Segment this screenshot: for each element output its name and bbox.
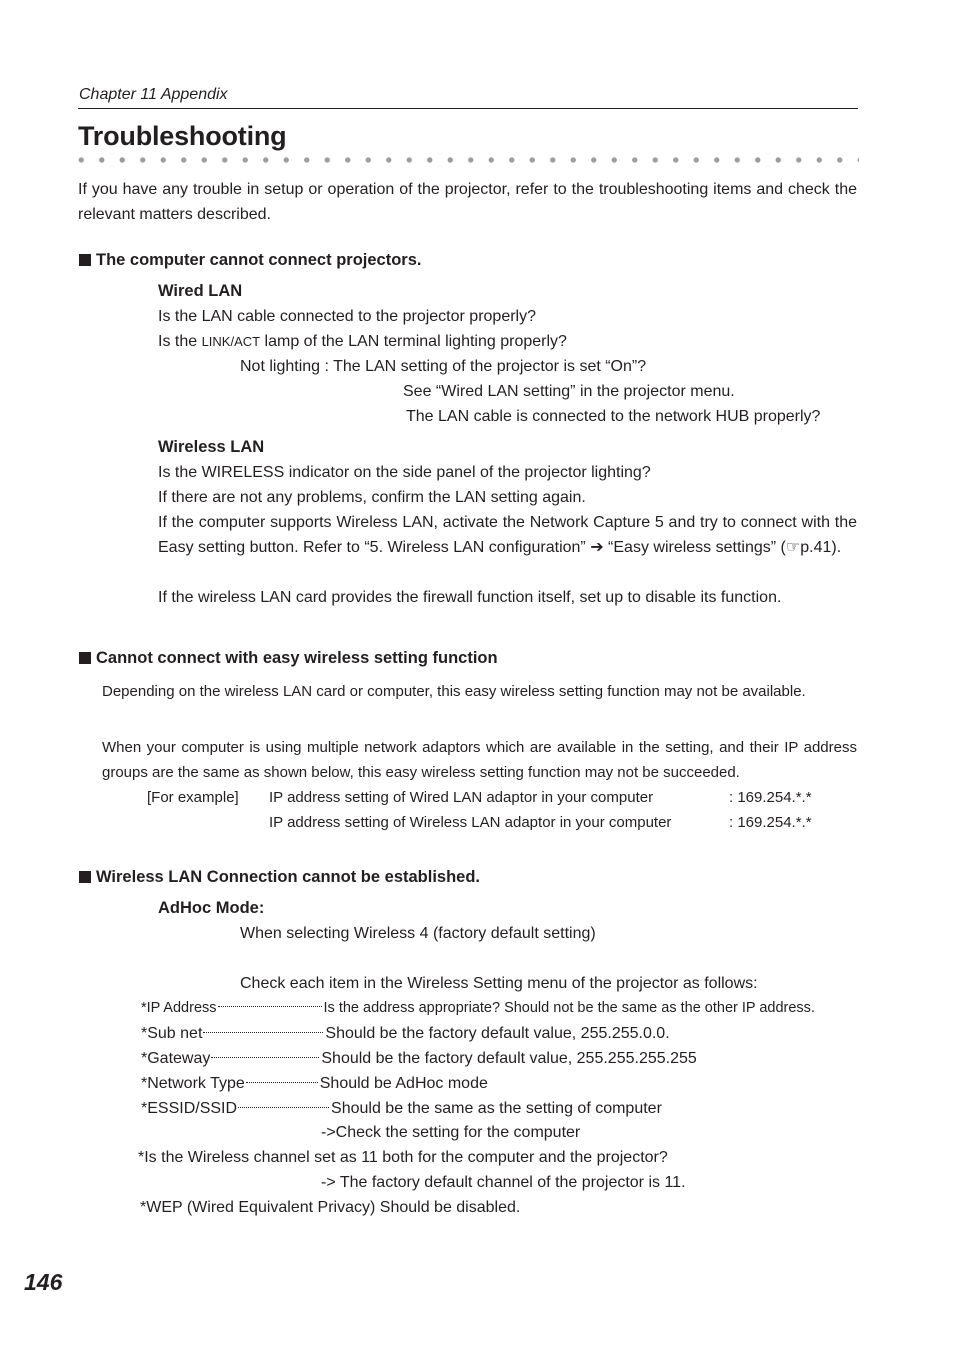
- section-heading-text: Cannot connect with easy wireless setting function: [96, 649, 498, 667]
- header-rule: [78, 108, 858, 109]
- page-reference-text: p.41).: [800, 539, 842, 556]
- page-title: Troubleshooting: [78, 121, 287, 151]
- square-bullet-icon: [79, 871, 91, 883]
- page-reference-icon: ☞: [785, 539, 801, 556]
- easy-wireless-para-1: Depending on the wireless LAN card or computer, this easy wireless setting function may not be available.: [102, 683, 806, 700]
- adhoc-check-line: Check each item in the Wireless Setting menu of the projector as follows:: [240, 975, 758, 992]
- wireless-line-confirm: If there are not any problems, confirm the LAN setting again.: [158, 489, 586, 506]
- wireless-lan-title: Wireless LAN: [158, 438, 265, 456]
- check-item-value: Should be AdHoc mode: [319, 1075, 488, 1092]
- check-item-value: Should be the same as the setting of computer: [331, 1100, 662, 1117]
- dot-leader: [218, 1006, 322, 1007]
- example-wired-text: IP address setting of Wired LAN adaptor in your computer: [269, 789, 654, 806]
- title-dot-divider: [78, 156, 859, 164]
- check-item-label: *ESSID/SSID: [141, 1100, 238, 1117]
- check-computer-line: ->Check the setting for the computer: [321, 1124, 581, 1141]
- dot-leader: [238, 1107, 329, 1108]
- check-item-label: *Gateway: [141, 1050, 211, 1067]
- section-heading-easy-wireless: [79, 646, 498, 671]
- check-item-essid: [141, 1096, 662, 1121]
- example-wireless-value: : 169.254.*.*: [729, 814, 812, 831]
- check-item-label: *IP Address: [141, 1000, 217, 1016]
- check-item-sub-net: [141, 1021, 670, 1046]
- dot-leader: [211, 1057, 319, 1058]
- lamp-line-prefix: Is the: [158, 333, 202, 350]
- wired-line-not-lighting: Not lighting : The LAN setting of the projector is set “On”?: [240, 358, 647, 375]
- check-item-value: Should be the factory default value, 255.255.0.0.: [325, 1025, 670, 1042]
- page-number: 146: [24, 1269, 63, 1295]
- wireless-line-firewall: If the wireless LAN card provides the firewall function itself, set up to disable its function.: [158, 589, 782, 606]
- channel-answer: -> The factory default channel of the projector is 11.: [321, 1174, 686, 1191]
- example-wireless-text: IP address setting of Wireless LAN adaptor in your computer: [269, 814, 672, 831]
- wired-line-cable: Is the LAN cable connected to the projector properly?: [158, 308, 536, 325]
- link-act-label: LINK/ACT: [201, 334, 261, 349]
- adhoc-mode-title: AdHoc Mode:: [158, 899, 265, 917]
- square-bullet-icon: [79, 254, 91, 266]
- example-label: [For example]: [147, 789, 239, 806]
- easy-wireless-para-2: When your computer is using multiple network adaptors which are available in the setting, and their IP address groups are the same as shown below, this easy wireless setting function may not be succeeded.: [102, 739, 857, 781]
- easy-setting-text: If the computer supports Wireless LAN, activate the Network Capture 5 and try to connect with the Easy setting button. Refer to “5. Wireless LAN configuration” ➔ “Easy wireless settings” (: [158, 514, 857, 556]
- check-item-value: Is the address appropriate? Should not be the same as the other IP address.: [323, 1000, 815, 1016]
- section-heading-text: Wireless LAN Connection cannot be established.: [96, 868, 481, 886]
- section-heading-wireless-connection: [79, 865, 480, 890]
- adhoc-when-line: When selecting Wireless 4 (factory default setting): [240, 925, 596, 942]
- wep-line: *WEP (Wired Equivalent Privacy) Should be disabled.: [140, 1199, 521, 1216]
- check-item-network-type: [141, 1071, 488, 1096]
- wired-line-hub: The LAN cable is connected to the network HUB properly?: [406, 408, 821, 425]
- check-item-ip-address: [141, 996, 815, 1021]
- wired-lan-title: Wired LAN: [158, 282, 243, 300]
- wired-line-lamp: [158, 329, 567, 354]
- wireless-line-indicator: Is the WIRELESS indicator on the side panel of the projector lighting?: [158, 464, 651, 481]
- section-heading-connect: [79, 248, 421, 273]
- check-item-label: *Sub net: [141, 1025, 203, 1042]
- lamp-line-suffix: lamp of the LAN terminal lighting properly?: [260, 333, 567, 350]
- wired-line-see-setting: See “Wired LAN setting” in the projector menu.: [403, 383, 735, 400]
- wireless-para-easy-setting: [158, 510, 857, 560]
- intro-paragraph: If you have any trouble in setup or operation of the projector, refer to the troubleshooting items and check the relevant matters described.: [78, 181, 857, 223]
- square-bullet-icon: [79, 652, 91, 664]
- chapter-header: Chapter 11 Appendix: [79, 86, 228, 103]
- check-item-label: *Network Type: [141, 1075, 245, 1092]
- dot-leader: [203, 1032, 323, 1033]
- channel-question: *Is the Wireless channel set as 11 both for the computer and the projector?: [138, 1149, 668, 1166]
- dot-leader: [246, 1082, 318, 1083]
- section-heading-text: The computer cannot connect projectors.: [96, 251, 422, 269]
- check-item-gateway: [141, 1046, 697, 1071]
- check-item-value: Should be the factory default value, 255.255.255.255: [321, 1050, 697, 1067]
- example-wired-value: : 169.254.*.*: [729, 789, 812, 806]
